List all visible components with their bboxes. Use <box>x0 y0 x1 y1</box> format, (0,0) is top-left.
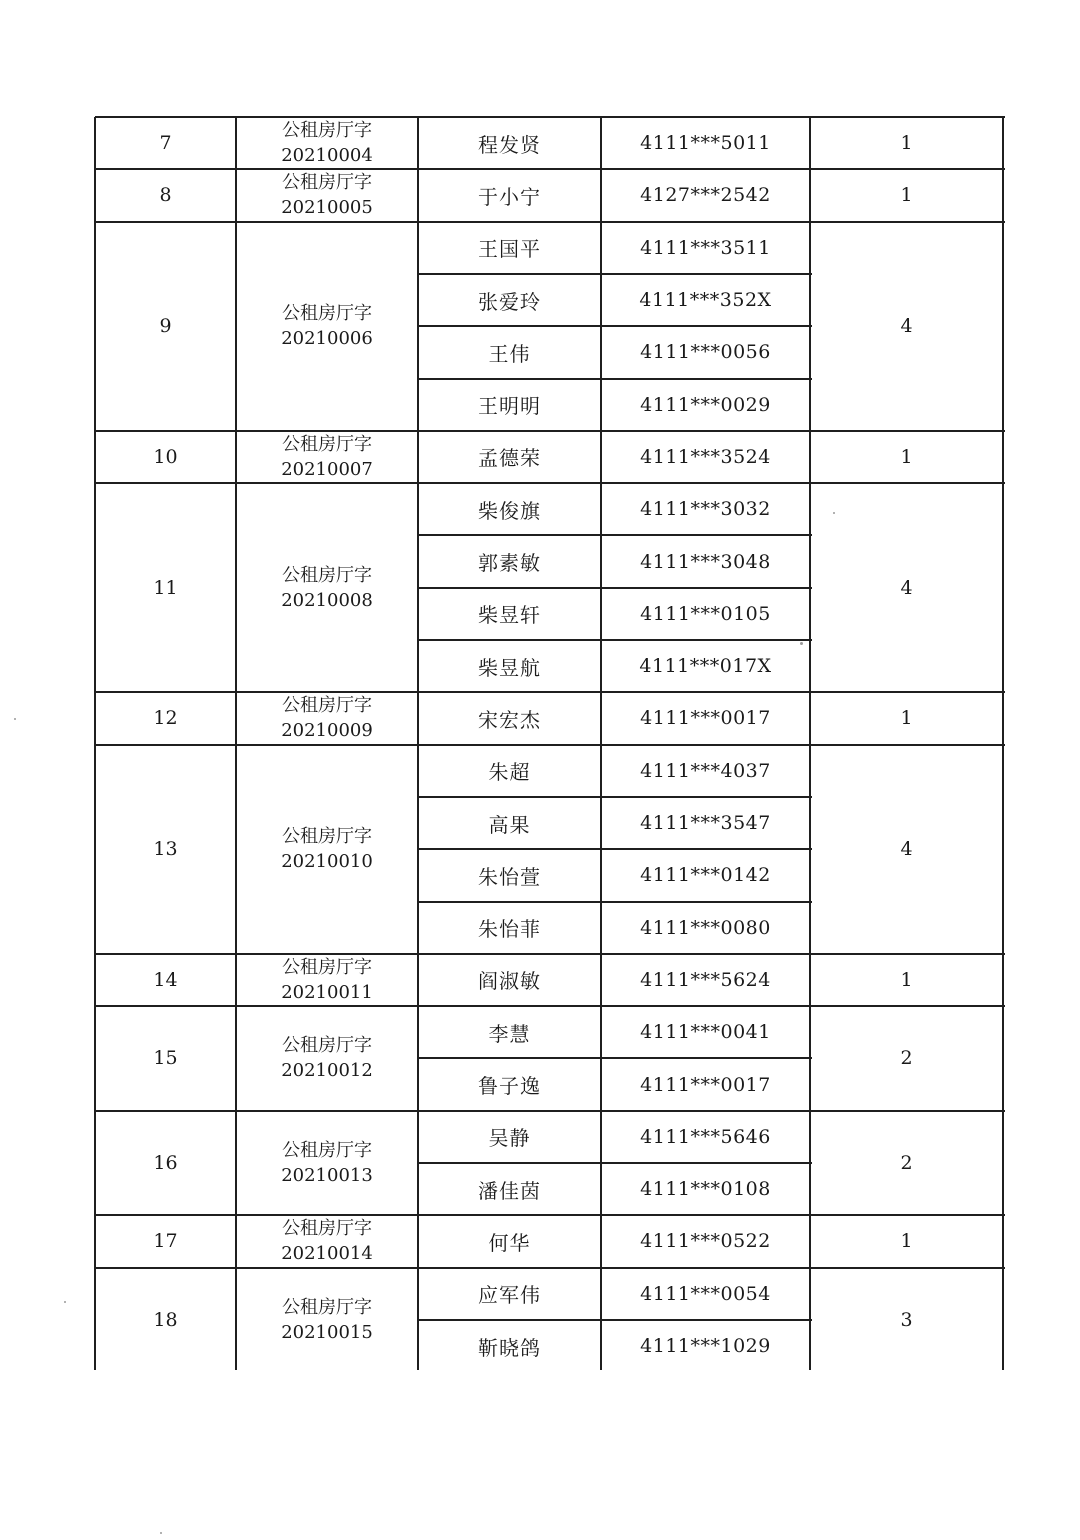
member-name <box>418 169 601 221</box>
document-prefix: 公租房厅字 <box>282 1139 372 1161</box>
member-name <box>418 379 601 431</box>
member-name <box>418 588 601 640</box>
document-number <box>236 483 418 692</box>
grid-line <box>418 796 812 798</box>
row-number <box>95 1215 236 1267</box>
row-number-text: 9 <box>159 315 172 338</box>
member-name <box>418 745 601 797</box>
document-serial: 20210007 <box>281 458 373 480</box>
grid-line <box>95 116 1005 118</box>
member-id <box>601 274 810 326</box>
member-id-text: 4111***3032 <box>640 498 771 521</box>
member-id-text: 4111***3524 <box>640 445 771 468</box>
member-id-text: 4111***0080 <box>640 916 771 939</box>
document-prefix: 公租房厅字 <box>282 1035 372 1057</box>
row-number-text: 17 <box>153 1230 178 1253</box>
member-id <box>601 169 810 221</box>
row-number-text: 11 <box>153 576 178 599</box>
grid-line <box>600 117 602 1370</box>
row-number-text: 14 <box>153 968 178 991</box>
household-count-text: 1 <box>900 184 913 207</box>
member-id <box>601 849 810 901</box>
household-count-text: 4 <box>900 838 913 861</box>
document-prefix: 公租房厅字 <box>282 1296 372 1318</box>
member-name <box>418 1320 601 1370</box>
member-name <box>418 222 601 274</box>
member-name-text: 应军伟 <box>478 1283 541 1308</box>
document-prefix: 公租房厅字 <box>282 564 372 586</box>
document-serial: 20210004 <box>281 145 373 167</box>
document-prefix: 公租房厅字 <box>282 956 372 978</box>
member-id <box>601 326 810 378</box>
household-count-text: 4 <box>900 315 913 338</box>
member-id <box>601 640 810 692</box>
member-id <box>601 1058 810 1110</box>
member-id-text: 4111***1029 <box>640 1335 771 1358</box>
member-id <box>601 954 810 1006</box>
document-prefix: 公租房厅字 <box>282 695 372 717</box>
row-number-text: 18 <box>153 1308 178 1331</box>
member-id-text: 4111***0029 <box>640 393 771 416</box>
grid-line <box>418 1057 812 1059</box>
member-id <box>601 431 810 483</box>
member-id-text: 4111***3048 <box>640 550 771 573</box>
document-number <box>236 745 418 954</box>
member-name <box>418 1111 601 1163</box>
member-name <box>418 483 601 535</box>
document-serial: 20210009 <box>281 720 373 742</box>
document-number <box>236 954 418 1006</box>
document-serial: 20210015 <box>281 1321 373 1343</box>
document-number <box>236 117 418 169</box>
document-prefix: 公租房厅字 <box>282 303 372 325</box>
grid-line <box>418 325 812 327</box>
member-name <box>418 274 601 326</box>
household-count-text: 1 <box>900 707 913 730</box>
member-id <box>601 1006 810 1058</box>
document-prefix: 公租房厅字 <box>282 433 372 455</box>
member-name-text: 王伟 <box>488 341 531 366</box>
scan-speck <box>800 642 803 645</box>
grid-line <box>95 1005 1005 1007</box>
household-count-text: 4 <box>900 576 913 599</box>
grid-line <box>94 117 96 1370</box>
member-id <box>601 483 810 535</box>
member-name-text: 郭素敏 <box>478 551 541 576</box>
member-id <box>601 588 810 640</box>
member-name <box>418 1268 601 1320</box>
household-count-text: 2 <box>900 1047 913 1070</box>
grid-line <box>418 1162 812 1164</box>
member-name-text: 宋宏杰 <box>478 707 541 732</box>
document-number <box>236 1215 418 1267</box>
document-number <box>236 1111 418 1216</box>
member-id-text: 4111***352X <box>639 289 772 312</box>
member-id <box>601 692 810 744</box>
document-serial: 20210005 <box>281 197 373 219</box>
row-number-text: 8 <box>159 184 172 207</box>
scan-speck <box>160 1532 162 1534</box>
member-name <box>418 117 601 169</box>
grid-line <box>1002 117 1004 1370</box>
document-prefix: 公租房厅字 <box>282 1218 372 1240</box>
household-count <box>810 692 1003 744</box>
grid-line <box>418 848 812 850</box>
member-id-text: 4111***0522 <box>640 1230 771 1253</box>
household-count-text: 1 <box>900 445 913 468</box>
grid-line <box>418 273 812 275</box>
row-number <box>95 1268 236 1370</box>
member-id <box>601 1320 810 1370</box>
member-id <box>601 379 810 431</box>
household-count <box>810 483 1003 692</box>
member-id <box>601 745 810 797</box>
member-name-text: 靳晓鸽 <box>478 1335 541 1360</box>
member-id <box>601 117 810 169</box>
member-name-text: 孟德荣 <box>478 446 541 471</box>
member-name <box>418 954 601 1006</box>
member-name <box>418 535 601 587</box>
member-name-text: 程发贤 <box>478 132 541 157</box>
member-id-text: 4111***0056 <box>640 341 771 364</box>
document-prefix: 公租房厅字 <box>282 826 372 848</box>
row-number <box>95 117 236 169</box>
row-number <box>95 169 236 221</box>
document-number <box>236 1268 418 1370</box>
grid-line <box>418 639 812 641</box>
member-id-text: 4111***0142 <box>640 864 771 887</box>
member-name-text: 李慧 <box>488 1021 531 1046</box>
row-number <box>95 954 236 1006</box>
member-id <box>601 535 810 587</box>
member-name-text: 阎淑敏 <box>478 969 541 994</box>
row-number-text: 12 <box>153 707 178 730</box>
member-name-text: 何华 <box>488 1230 531 1255</box>
grid-line <box>95 1214 1005 1216</box>
document-serial: 20210013 <box>281 1164 373 1186</box>
member-id-text: 4111***5624 <box>640 968 771 991</box>
document-serial: 20210010 <box>281 851 373 873</box>
member-id-text: 4111***3547 <box>640 812 771 835</box>
member-name <box>418 1006 601 1058</box>
member-id <box>601 1111 810 1163</box>
member-id-text: 4111***0054 <box>640 1282 771 1305</box>
member-name <box>418 1215 601 1267</box>
grid-line <box>418 378 812 380</box>
member-id-text: 4111***5646 <box>640 1125 771 1148</box>
grid-line <box>418 901 812 903</box>
member-id <box>601 222 810 274</box>
grid-line <box>95 221 1005 223</box>
household-count <box>810 117 1003 169</box>
row-number-text: 7 <box>159 132 172 155</box>
household-count-text: 1 <box>900 1230 913 1253</box>
document-number <box>236 222 418 431</box>
document-serial: 20210012 <box>281 1060 373 1082</box>
household-count <box>810 431 1003 483</box>
member-name-text: 柴俊旗 <box>478 498 541 523</box>
household-count-text: 1 <box>900 968 913 991</box>
household-count-text: 2 <box>900 1151 913 1174</box>
member-name <box>418 640 601 692</box>
member-name-text: 朱怡菲 <box>478 917 541 942</box>
document-number <box>236 1006 418 1111</box>
member-name <box>418 326 601 378</box>
member-name-text: 潘佳茵 <box>478 1178 541 1203</box>
household-count <box>810 169 1003 221</box>
member-id-text: 4111***017X <box>639 655 772 678</box>
scan-speck <box>14 718 16 720</box>
grid-line <box>95 744 1005 746</box>
household-count <box>810 1268 1003 1370</box>
document-prefix: 公租房厅字 <box>282 120 372 142</box>
scan-speck <box>833 512 835 514</box>
row-number <box>95 745 236 954</box>
grid-line <box>417 117 419 1370</box>
member-id-text: 4111***0105 <box>640 602 771 625</box>
member-id <box>601 1268 810 1320</box>
household-count <box>810 1111 1003 1216</box>
row-number-text: 15 <box>153 1047 178 1070</box>
document-number <box>236 169 418 221</box>
member-id-text: 4111***0017 <box>640 707 771 730</box>
household-count-text: 3 <box>900 1308 913 1331</box>
member-name-text: 柴昱航 <box>478 655 541 680</box>
member-id <box>601 797 810 849</box>
grid-line <box>95 482 1005 484</box>
row-number <box>95 483 236 692</box>
household-count <box>810 222 1003 431</box>
scan-speck <box>64 1301 66 1303</box>
member-name-text: 高果 <box>488 812 531 837</box>
member-name-text: 王国平 <box>478 237 541 262</box>
member-name-text: 朱超 <box>488 760 531 785</box>
member-id-text: 4127***2542 <box>640 184 771 207</box>
document-serial: 20210011 <box>281 981 373 1003</box>
member-name <box>418 431 601 483</box>
member-id-text: 4111***0017 <box>640 1073 771 1096</box>
row-number-text: 10 <box>153 445 178 468</box>
household-count <box>810 954 1003 1006</box>
member-id <box>601 1215 810 1267</box>
member-id <box>601 902 810 954</box>
member-id-text: 4111***5011 <box>640 132 771 155</box>
grid-line <box>95 1110 1005 1112</box>
member-name <box>418 849 601 901</box>
household-count <box>810 1006 1003 1111</box>
grid-line <box>95 430 1005 432</box>
row-number <box>95 222 236 431</box>
row-number <box>95 1006 236 1111</box>
document-serial: 20210014 <box>281 1243 373 1265</box>
grid-line <box>95 1267 1005 1269</box>
document-prefix: 公租房厅字 <box>282 172 372 194</box>
grid-line <box>418 1319 812 1321</box>
member-name <box>418 1058 601 1110</box>
member-name-text: 柴昱轩 <box>478 603 541 628</box>
household-count-text: 1 <box>900 132 913 155</box>
grid-line <box>418 587 812 589</box>
grid-line <box>809 117 811 1370</box>
member-name <box>418 692 601 744</box>
member-id-text: 4111***0041 <box>640 1021 771 1044</box>
member-name-text: 吴静 <box>488 1126 531 1151</box>
document-serial: 20210008 <box>281 589 373 611</box>
member-name-text: 王明明 <box>478 394 541 419</box>
grid-line <box>95 691 1005 693</box>
member-id-text: 4111***0108 <box>640 1178 771 1201</box>
grid-line <box>95 953 1005 955</box>
row-number-text: 13 <box>153 838 178 861</box>
member-id-text: 4111***3511 <box>640 236 771 259</box>
member-name-text: 鲁子逸 <box>478 1074 541 1099</box>
member-name <box>418 797 601 849</box>
household-count <box>810 1215 1003 1267</box>
document-number <box>236 431 418 483</box>
member-id <box>601 1163 810 1215</box>
household-count <box>810 745 1003 954</box>
row-number-text: 16 <box>153 1151 178 1174</box>
member-name-text: 于小宁 <box>478 184 541 209</box>
grid-line <box>235 117 237 1370</box>
row-number <box>95 431 236 483</box>
document-serial: 20210006 <box>281 328 373 350</box>
grid-line <box>418 534 812 536</box>
member-name <box>418 902 601 954</box>
document-number <box>236 692 418 744</box>
member-name-text: 朱怡萱 <box>478 864 541 889</box>
row-number <box>95 1111 236 1216</box>
member-id-text: 4111***4037 <box>640 759 771 782</box>
grid-line <box>95 168 1005 170</box>
row-number <box>95 692 236 744</box>
member-name <box>418 1163 601 1215</box>
member-name-text: 张爱玲 <box>478 289 541 314</box>
